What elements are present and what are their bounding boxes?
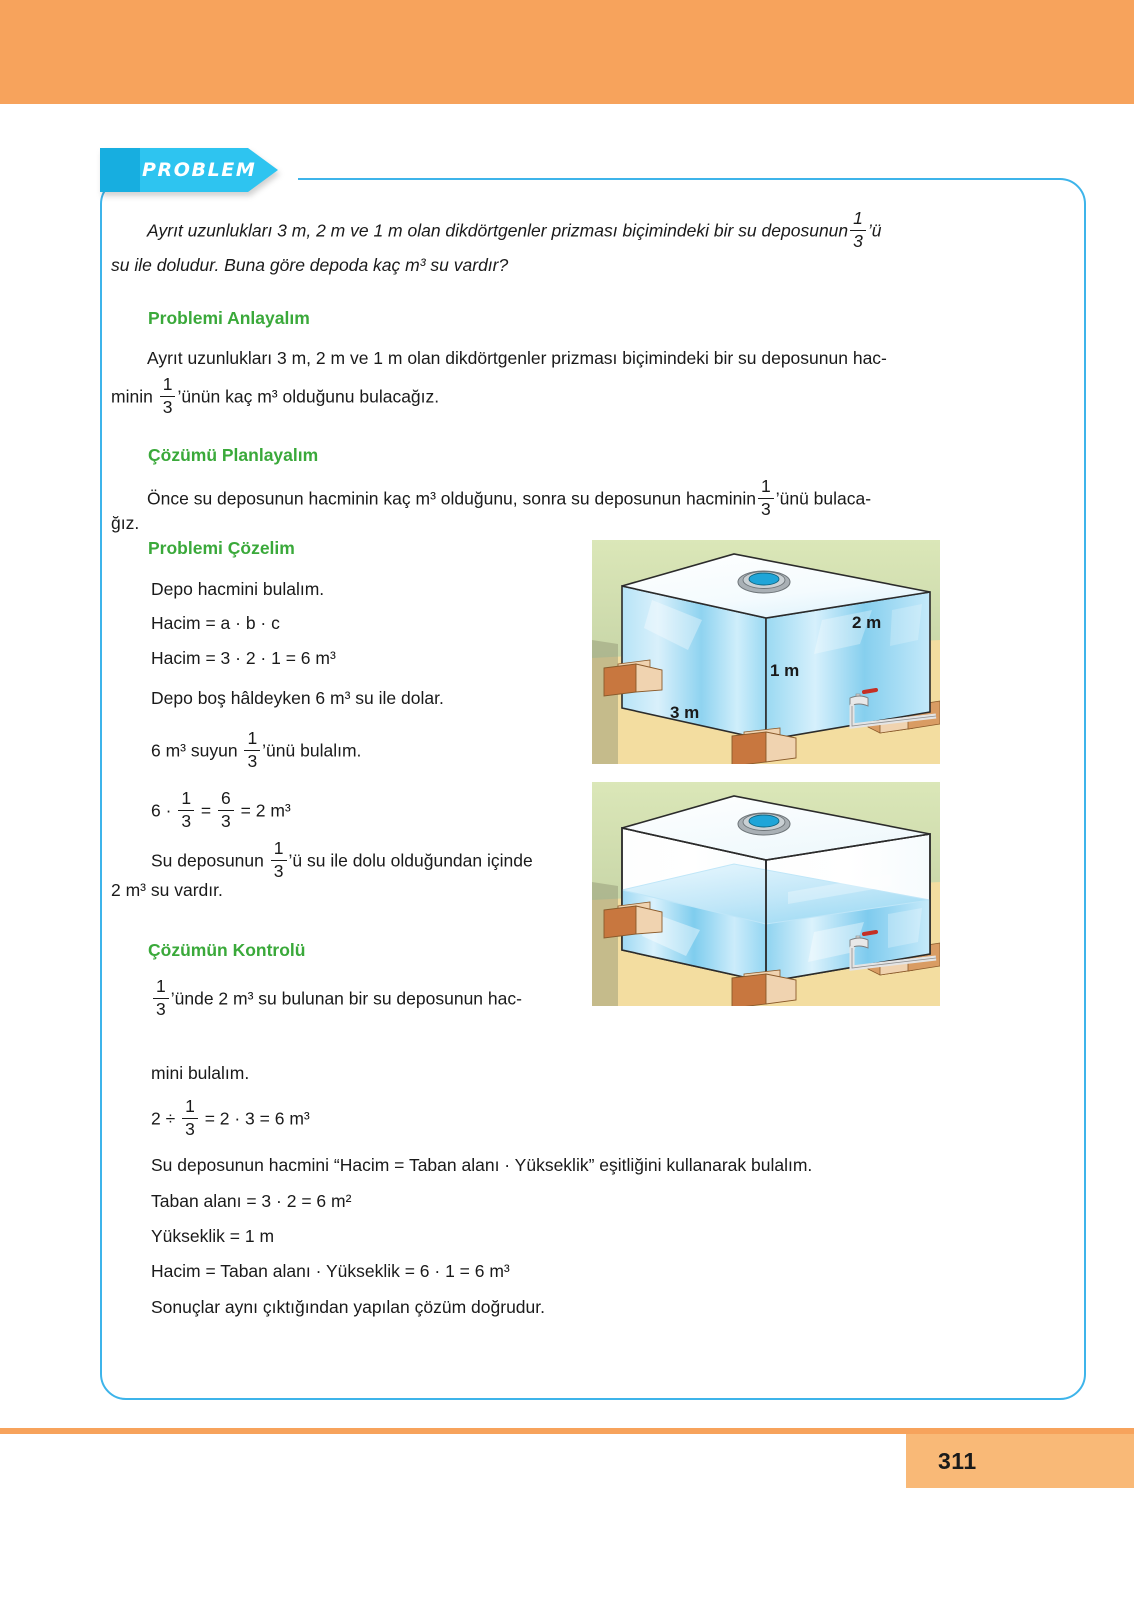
understand-line2-a: minin: [111, 386, 153, 407]
understand-line2-b: ’ünün kaç m³ olduğunu bulacağız.: [177, 386, 440, 407]
problem-tab: [100, 148, 278, 192]
check-equation-lead: 2 ÷: [151, 1108, 176, 1129]
fraction-denominator: 3: [185, 1118, 195, 1139]
problem-statement-text-a: Ayrıt uzunlukları 3 m, 2 m ve 1 m olan dikdörtgenler prizması biçimindeki bir su deposunun: [147, 220, 849, 241]
fraction-numerator: 1: [162, 374, 173, 394]
problem-statement-line2: su ile doludur. Buna göre depoda kaç m³ su vardır?: [111, 255, 509, 275]
label-length: 3 m: [670, 703, 700, 722]
illustration-full-tank: [592, 540, 940, 764]
fraction-numerator: 1: [853, 208, 863, 228]
label-width: 2 m: [852, 613, 882, 632]
plan-fraction: [758, 478, 774, 518]
heading-plan: Çözümü Planlayalım: [148, 445, 319, 465]
plan-line2: ğız.: [111, 513, 140, 533]
check-line-1: [151, 978, 522, 1018]
understand-fraction: [160, 376, 176, 416]
fraction-denominator: 3: [247, 750, 258, 771]
heading-solve: Problemi Çözelim: [148, 538, 295, 558]
check-line-3: Su deposunun hacmini “Hacim = Taban alanı · Yükseklik” eşitliğini kullanarak bulalım.: [151, 1155, 813, 1175]
solve-line-6-a: Su deposunun: [151, 850, 264, 871]
check-equation-tail: = 2 · 3 = 6 m³: [204, 1108, 310, 1129]
fraction-numerator: 6: [221, 788, 231, 808]
equation-tail: = 2 m³: [240, 800, 291, 821]
understand-line1: Ayrıt uzunlukları 3 m, 2 m ve 1 m olan dikdörtgenler prizması biçimindeki bir su deposunun hac-: [147, 348, 887, 368]
illustration-one-third-tank: [592, 782, 940, 1006]
fraction-numerator: 1: [247, 728, 258, 748]
heading-understand: Problemi Anlayalım: [148, 308, 310, 328]
equation-fraction-2: [218, 790, 234, 830]
equation-equals: =: [200, 800, 212, 821]
solve-line-3: Hacim = 3 · 2 · 1 = 6 m³: [151, 648, 336, 668]
heading-check: Çözümün Kontrolü: [148, 940, 306, 960]
label-height: 1 m: [770, 661, 800, 680]
solve-line-5-a: 6 m³ suyun: [151, 740, 238, 761]
solve-line-7: 2 m³ su vardır.: [111, 880, 223, 900]
fraction-numerator: 1: [181, 788, 192, 808]
check-line-6: Hacim = Taban alanı · Yükseklik = 6 · 1 = 6 m³: [151, 1261, 510, 1281]
solve-line-1: Depo hacmini bulalım.: [151, 579, 325, 599]
problem-statement-line1: [147, 210, 1047, 250]
solve-fraction-result: [271, 840, 287, 880]
fraction-denominator: 3: [221, 810, 231, 831]
check-line-5: Yükseklik = 1 m: [151, 1226, 275, 1246]
fraction-denominator: 3: [273, 860, 284, 881]
fraction-denominator: 3: [162, 396, 173, 417]
fraction-numerator: 1: [273, 838, 284, 858]
plan-line1-a: Önce su deposunun hacminin kaç m³ olduğunu, sonra su deposunun hacminin: [147, 488, 756, 509]
solve-equation: [151, 790, 291, 830]
solve-line-4: Depo boş hâldeyken 6 m³ su ile dolar.: [151, 688, 444, 708]
page-number: 311: [938, 1448, 977, 1474]
equation-lead: 6 ·: [151, 800, 172, 821]
check-equation-fraction: [182, 1098, 198, 1138]
plan-line1: [147, 478, 871, 518]
check-line-7: Sonuçlar aynı çıktığından yapılan çözüm doğrudur.: [151, 1297, 545, 1317]
solve-line-6-b: ’ü su ile dolu olduğundan içinde: [288, 850, 533, 871]
fraction-denominator: 3: [853, 230, 863, 251]
check-line-2: mini bulalım.: [151, 1063, 250, 1083]
problem-statement-text-b: ’ü: [867, 220, 882, 241]
solve-line-2: Hacim = a · b · c: [151, 613, 280, 633]
solve-fraction-one-third: [244, 730, 260, 770]
problem-fraction: [850, 210, 866, 250]
problem-tab-label: PROBLEM: [142, 159, 257, 181]
check-fraction-one-third: [153, 978, 169, 1018]
fraction-denominator: 3: [181, 810, 192, 831]
check-line-4: Taban alanı = 3 · 2 = 6 m²: [151, 1191, 352, 1211]
top-orange-banner: [0, 0, 1134, 104]
solve-line-5-b: ’ünü bulalım.: [262, 740, 362, 761]
check-line-1-text: ’ünde 2 m³ su bulunan bir su deposunun hac-: [170, 988, 522, 1009]
fraction-denominator: 3: [761, 498, 771, 519]
problem-tab-accent: [100, 148, 140, 192]
equation-fraction-1: [178, 790, 194, 830]
fraction-denominator: 3: [156, 998, 166, 1019]
understand-line2: [111, 376, 439, 416]
plan-line1-b: ’ünü bulaca-: [775, 488, 872, 509]
solve-line-6: [151, 840, 533, 880]
fraction-numerator: 1: [156, 976, 166, 996]
fraction-numerator: 1: [185, 1096, 195, 1116]
check-equation: [151, 1098, 310, 1138]
solve-line-5: [151, 730, 361, 770]
fraction-numerator: 1: [761, 476, 771, 496]
